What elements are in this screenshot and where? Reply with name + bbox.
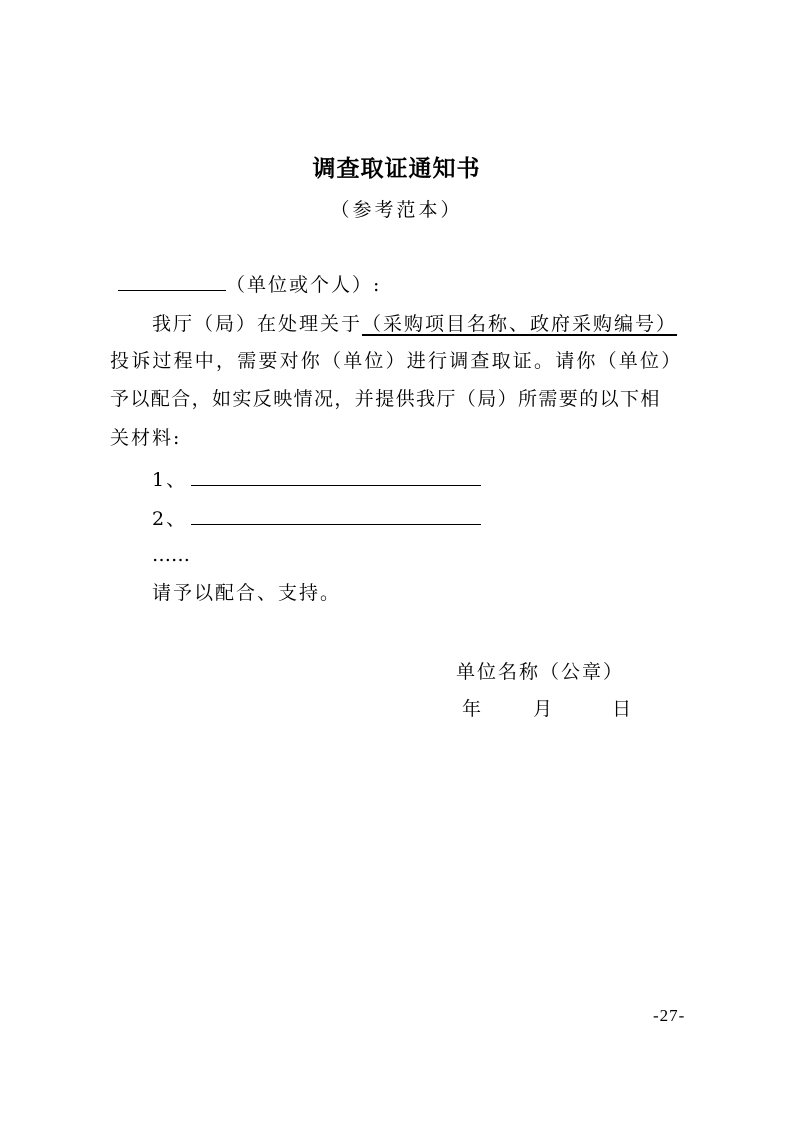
body-project: （采购项目名称、政府采购编号） (362, 313, 678, 335)
list-ellipsis: …… (152, 544, 190, 566)
body-line-1 (152, 312, 677, 336)
list-item-2 (152, 506, 481, 531)
date-month: 月 (533, 698, 553, 720)
list-item-1-blank (191, 467, 481, 486)
date-year: 年 (462, 698, 482, 720)
document-subtitle: （参考范本） (330, 199, 463, 221)
body-line-2 (110, 349, 695, 373)
body-line-2-text: 投诉过程中，需要对你（单位）进行调查取证。请你（单位） (110, 350, 683, 372)
document-title: 调查取证通知书 (312, 155, 481, 182)
body-line-4 (110, 426, 181, 450)
body-line-3 (110, 387, 695, 411)
list-item-1 (152, 467, 481, 492)
list-item-2-label: 2、 (152, 508, 188, 530)
closing-text: 请予以配合、支持。 (152, 582, 342, 604)
signature-line: 单位名称（公章） (456, 661, 625, 683)
page-number: -27- (653, 1006, 686, 1025)
body-line-4-text: 关材料: (110, 427, 182, 449)
date-day: 日 (612, 698, 632, 720)
list-item-2-blank (191, 506, 481, 525)
date-line (462, 697, 631, 721)
list-item-1-label: 1、 (152, 469, 188, 491)
recipient-line (118, 272, 381, 297)
body-line-3-text: 予以配合，如实反映情况，并提供我厅（局）所需要的以下相 (110, 388, 661, 410)
body-prefix: 我厅（局）在处理关于 (152, 313, 363, 335)
recipient-blank (118, 272, 226, 291)
recipient-suffix: （单位或个人）: (226, 274, 382, 296)
